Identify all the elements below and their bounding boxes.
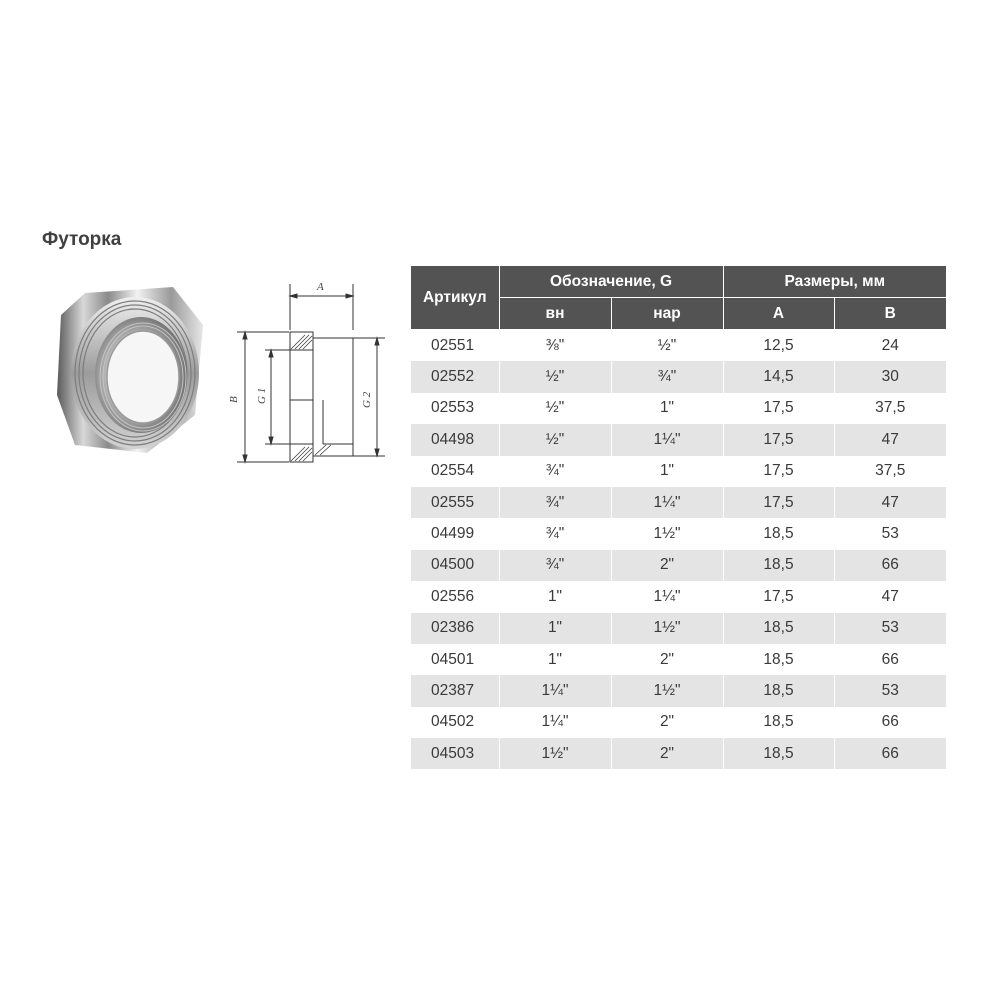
cell-article: 02552	[411, 361, 499, 392]
cell-article: 02556	[411, 581, 499, 612]
cell-b: 30	[834, 361, 946, 392]
table-row	[411, 487, 946, 518]
table-row	[411, 550, 946, 581]
table-row	[411, 581, 946, 612]
cell-a: 18,5	[723, 550, 834, 581]
table-row	[411, 644, 946, 675]
cell-outer: 1"	[611, 393, 723, 424]
table-row	[411, 518, 946, 549]
technical-drawing	[225, 272, 400, 472]
cell-article: 04500	[411, 550, 499, 581]
table-row	[411, 456, 946, 487]
cell-inner: ¾"	[499, 456, 611, 487]
header-a: A	[723, 298, 834, 330]
table-row	[411, 361, 946, 392]
cell-outer: 1¼"	[611, 581, 723, 612]
cell-a: 14,5	[723, 361, 834, 392]
table-row	[411, 424, 946, 455]
table-row	[411, 707, 946, 738]
table-row	[411, 330, 946, 362]
cell-b: 47	[881, 587, 899, 605]
page-title: Футорка	[42, 229, 122, 250]
cell-article: 02551	[411, 330, 499, 362]
dim-label-g2: G 2	[361, 391, 373, 408]
cell-article: 02555	[411, 487, 499, 518]
cell-outer: 1¼"	[611, 424, 723, 455]
header-designation: Обозначение, G	[499, 266, 723, 298]
product-photo	[55, 285, 205, 455]
cell-inner: ⅜"	[499, 330, 611, 362]
cell-b: 66	[834, 550, 946, 581]
header-b: B	[834, 298, 946, 330]
dim-label-b: B	[228, 396, 240, 403]
cell-b: 37,5	[875, 462, 906, 480]
cell-a: 12,5	[723, 330, 834, 362]
cell-inner: ¾"	[499, 487, 611, 518]
cell-outer: 1½"	[611, 518, 723, 549]
cell-b: 47	[834, 424, 946, 455]
header-outer: нар	[611, 298, 723, 330]
cell-b: 53	[834, 613, 946, 644]
cell-article: 02554	[411, 456, 499, 487]
table-row	[411, 393, 946, 424]
cell-a: 18,5	[723, 738, 834, 769]
cell-article: 02386	[411, 613, 499, 644]
cell-inner: 1½"	[499, 738, 611, 769]
cell-b: 24	[881, 336, 899, 354]
cell-article: 04498	[411, 424, 499, 455]
cell-a: 17,5	[723, 581, 834, 612]
cell-inner: 1"	[499, 644, 611, 675]
cell-b: 66	[834, 738, 946, 769]
header-dimensions: Размеры, мм	[723, 266, 946, 298]
cell-a: 17,5	[723, 424, 834, 455]
cell-outer: 1"	[611, 456, 723, 487]
cell-outer: 2"	[611, 644, 723, 675]
cell-article: 04503	[411, 738, 499, 769]
table-row	[411, 675, 946, 706]
cell-a: 18,5	[723, 613, 834, 644]
cell-outer: 2"	[611, 738, 723, 769]
cell-outer: 2"	[611, 550, 723, 581]
cell-a: 18,5	[723, 644, 834, 675]
cell-inner: ½"	[499, 361, 611, 392]
cell-inner: 1"	[499, 581, 611, 612]
cell-b: 53	[881, 525, 899, 543]
cell-a: 18,5	[723, 675, 834, 706]
cell-b: 53	[834, 675, 946, 706]
cell-outer: 1½"	[611, 613, 723, 644]
cell-article: 04502	[411, 707, 499, 738]
cell-inner: ½"	[499, 393, 611, 424]
cell-b: 47	[834, 487, 946, 518]
cell-article: 04501	[411, 644, 499, 675]
cell-outer: ¾"	[611, 361, 723, 392]
cell-a: 17,5	[723, 487, 834, 518]
cell-b: 37,5	[875, 399, 906, 417]
header-article: Артикул	[411, 266, 499, 330]
cell-inner: 1"	[499, 613, 611, 644]
cell-outer: ½"	[611, 330, 723, 362]
cell-article: 02387	[411, 675, 499, 706]
cell-outer: 1¼"	[611, 487, 723, 518]
cell-b: 66	[881, 713, 899, 731]
table-row	[411, 738, 946, 769]
cell-a: 17,5	[723, 456, 834, 487]
cell-a: 17,5	[723, 393, 834, 424]
dim-label-a: A	[317, 281, 324, 293]
table-row	[411, 613, 946, 644]
cell-article: 04499	[411, 518, 499, 549]
cell-article: 02553	[411, 393, 499, 424]
header-inner: вн	[499, 298, 611, 330]
cell-outer: 1½"	[611, 675, 723, 706]
cell-inner: ½"	[499, 424, 611, 455]
cell-a: 18,5	[723, 518, 834, 549]
cell-outer: 2"	[611, 707, 723, 738]
dim-label-g1: G 1	[256, 387, 268, 404]
cell-inner: 1¼"	[499, 675, 611, 706]
cell-b: 66	[881, 650, 899, 668]
cell-inner: 1¼"	[499, 707, 611, 738]
specs-table	[411, 266, 946, 769]
cell-inner: ¾"	[499, 518, 611, 549]
cell-a: 18,5	[723, 707, 834, 738]
cell-inner: ¾"	[499, 550, 611, 581]
